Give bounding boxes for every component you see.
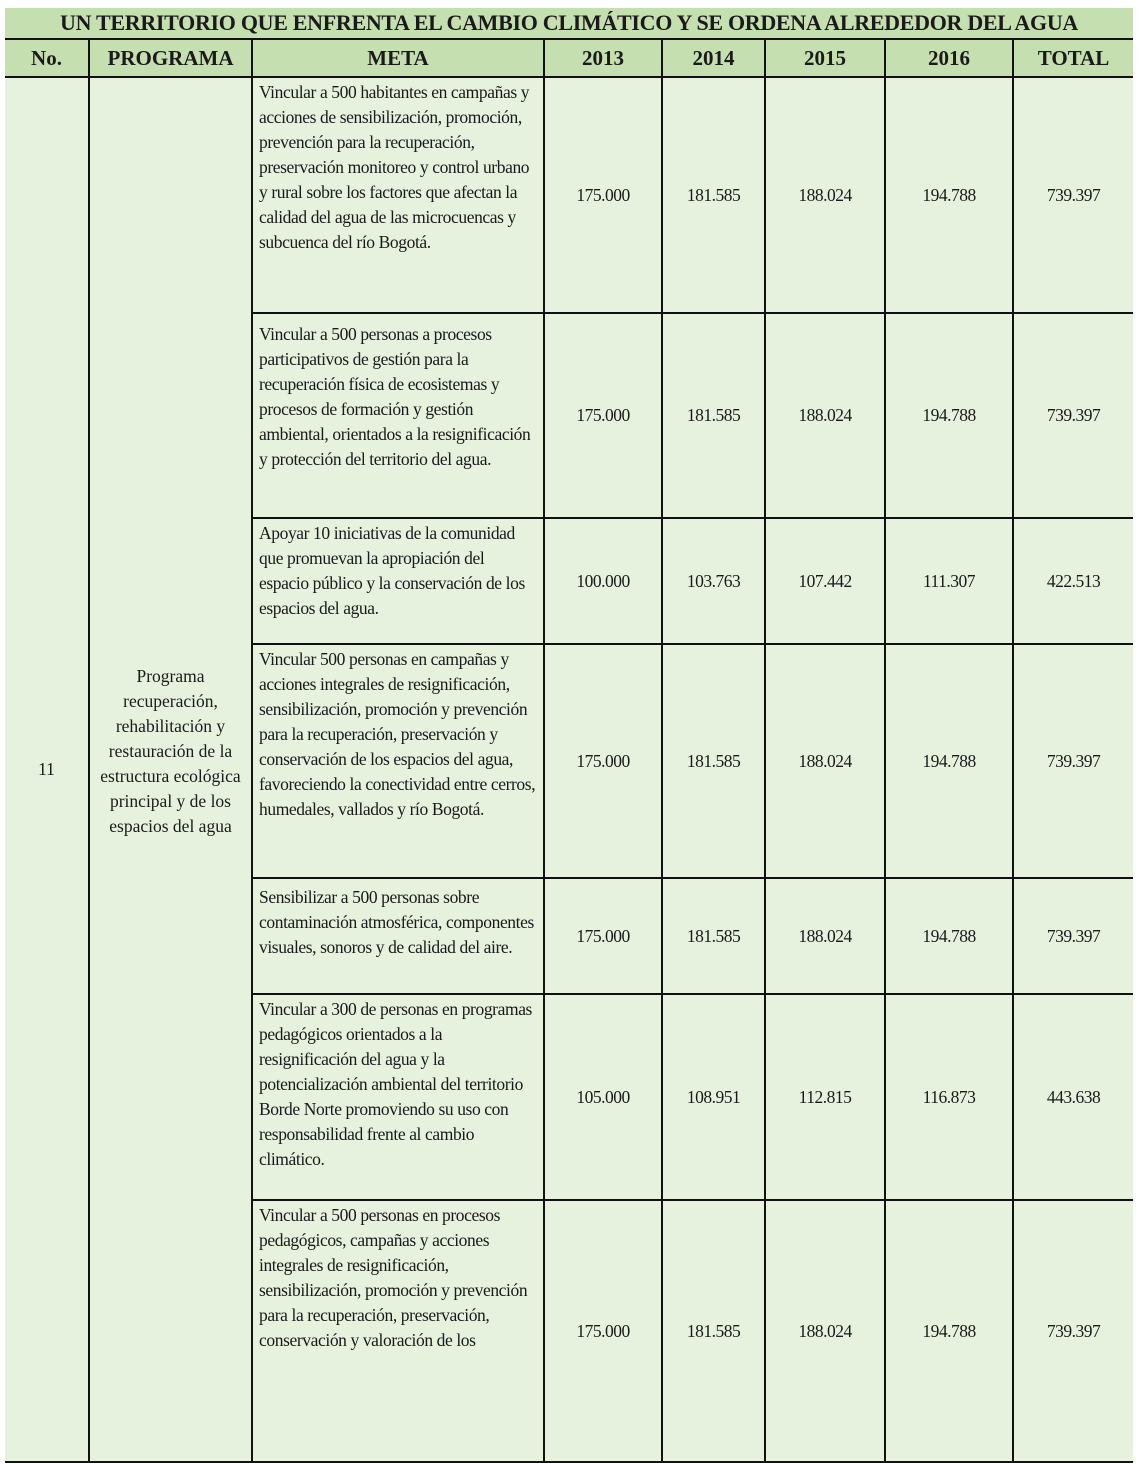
value-2013: 100.000: [544, 518, 662, 644]
program-name: [89, 77, 252, 1462]
value-2014: 181.585: [662, 878, 765, 994]
meta-text: Vincular a 500 habitantes en campañas y acciones de sensibilización, promoción, prevención para la recuperación, preservación monitoreo y control urbano y rural sobre los factores que afectan la calidad del agua de las microcuencas y subcuenca del río Bogotá.: [252, 77, 544, 313]
value-2014: 181.585: [662, 644, 765, 878]
value-2015: 188.024: [765, 644, 885, 878]
value-2014: 103.763: [662, 518, 765, 644]
meta-text: Apoyar 10 iniciativas de la comunidad que promuevan la apropiación del espacio público y la conservación de los espacios del agua.: [252, 518, 544, 644]
value-2016: 194.788: [885, 1200, 1013, 1462]
value-total: 739.397: [1013, 644, 1133, 878]
table-title: UN TERRITORIO QUE ENFRENTA EL CAMBIO CLIMÁTICO Y SE ORDENA ALREDEDOR DEL AGUA: [5, 8, 1133, 39]
value-2015: 188.024: [765, 1200, 885, 1462]
value-2015: 188.024: [765, 878, 885, 994]
budget-table: [5, 8, 1133, 1463]
header-no: No.: [5, 39, 89, 77]
value-2014: 181.585: [662, 313, 765, 518]
value-total: 739.397: [1013, 77, 1133, 313]
value-2013: 175.000: [544, 1200, 662, 1462]
value-2016: 194.788: [885, 313, 1013, 518]
header-2016: 2016: [885, 39, 1013, 77]
value-2013: 175.000: [544, 77, 662, 313]
value-2014: 181.585: [662, 1200, 765, 1462]
header-total: TOTAL: [1013, 39, 1133, 77]
value-2013: 175.000: [544, 644, 662, 878]
value-2016: 111.307: [885, 518, 1013, 644]
value-2015: 188.024: [765, 77, 885, 313]
value-total: 739.397: [1013, 313, 1133, 518]
value-2016: 194.788: [885, 878, 1013, 994]
value-2016: 194.788: [885, 77, 1013, 313]
value-2015: 107.442: [765, 518, 885, 644]
header-2013: 2013: [544, 39, 662, 77]
meta-text: Sensibilizar a 500 personas sobre contaminación atmosférica, componentes visuales, sonoros y de calidad del aire.: [252, 878, 544, 994]
value-total: 422.513: [1013, 518, 1133, 644]
value-total: 739.397: [1013, 1200, 1133, 1462]
value-2016: 116.873: [885, 994, 1013, 1200]
value-2014: 181.585: [662, 77, 765, 313]
header-2015: 2015: [765, 39, 885, 77]
value-2013: 175.000: [544, 878, 662, 994]
value-2015: 112.815: [765, 994, 885, 1200]
header-2014: 2014: [662, 39, 765, 77]
value-total: 443.638: [1013, 994, 1133, 1200]
value-2013: 175.000: [544, 313, 662, 518]
table-row: [5, 77, 1133, 313]
meta-text: Vincular a 500 personas a procesos participativos de gestión para la recuperación física de ecosistemas y procesos de formación y gestión ambiental, orientados a la resignificación y protección del territorio del agua.: [252, 313, 544, 518]
meta-text: Vincular 500 personas en campañas y acciones integrales de resignificación, sensibilización, promoción y prevención para la recuperación, preservación y conservación de los espacios del agua, favoreciendo la conectividad entre cerros, humedales, vallados y río Bogotá.: [252, 644, 544, 878]
value-2014: 108.951: [662, 994, 765, 1200]
value-2015: 188.024: [765, 313, 885, 518]
header-meta: META: [252, 39, 544, 77]
meta-text: Vincular a 500 personas en procesos pedagógicos, campañas y acciones integrales de resignificación, sensibilización, promoción y prevención para la recuperación, preservación, conservación y valoración de los: [252, 1200, 544, 1462]
budget-table-container: [5, 8, 1133, 1463]
value-2016: 194.788: [885, 644, 1013, 878]
header-programa: PROGRAMA: [89, 39, 252, 77]
meta-text: Vincular a 300 de personas en programas pedagógicos orientados a la resignificación del agua y la potencialización ambiental del territorio Borde Norte promoviendo su uso con responsabilidad frente al cambio climático.: [252, 994, 544, 1200]
value-total: 739.397: [1013, 878, 1133, 994]
value-2013: 105.000: [544, 994, 662, 1200]
header-row: [5, 39, 1133, 77]
program-name-text: Programa recuperación, rehabilitación y restauración de la estructura ecológica principal y de los espacios del agua: [100, 666, 241, 836]
program-number: 11: [5, 77, 89, 1462]
